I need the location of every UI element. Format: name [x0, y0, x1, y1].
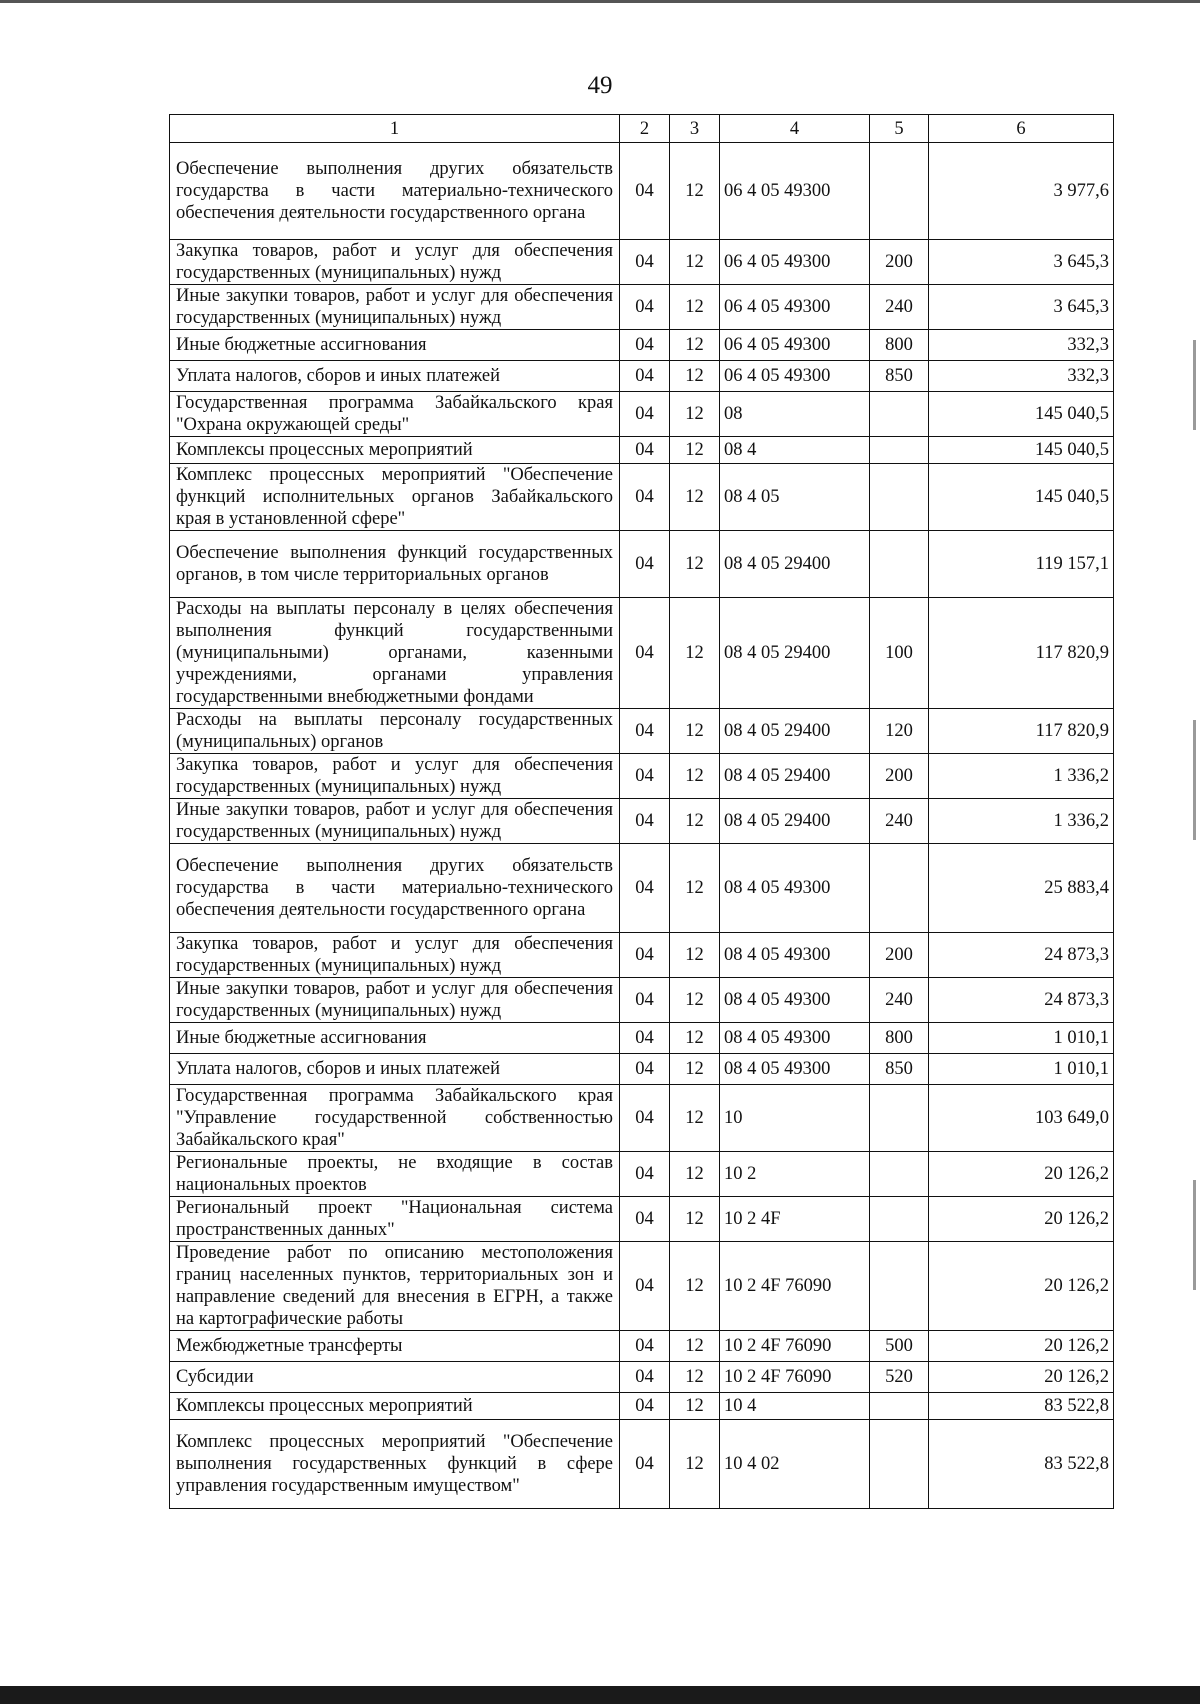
amount-cell: 145 040,5	[929, 437, 1114, 464]
page-number: 49	[587, 72, 613, 99]
target-code-cell: 10 4 02	[720, 1420, 870, 1509]
target-code-cell: 08 4 05 29400	[720, 531, 870, 598]
scan-mark	[1193, 340, 1196, 430]
amount-cell: 20 126,2	[929, 1242, 1114, 1331]
table-row	[170, 392, 1114, 437]
amount-cell: 24 873,3	[929, 933, 1114, 978]
section-cell: 04	[620, 709, 670, 754]
expense-type-cell: 500	[870, 1331, 929, 1362]
header-cell: 3	[670, 115, 720, 143]
amount-cell: 1 010,1	[929, 1054, 1114, 1085]
section-cell: 04	[620, 1197, 670, 1242]
table-row	[170, 464, 1114, 531]
table-row	[170, 1420, 1114, 1509]
subsection-cell: 12	[670, 754, 720, 799]
subsection-cell: 12	[670, 1152, 720, 1197]
table-row	[170, 330, 1114, 361]
description-cell: Обеспечение выполнения других обязательств государства в части материально-технического обеспечения деятельности государственного органа	[170, 844, 620, 933]
section-cell: 04	[620, 933, 670, 978]
expense-type-cell: 200	[870, 933, 929, 978]
target-code-cell: 10 2 4F 76090	[720, 1362, 870, 1393]
amount-cell: 20 126,2	[929, 1362, 1114, 1393]
section-cell: 04	[620, 464, 670, 531]
subsection-cell: 12	[670, 143, 720, 240]
subsection-cell: 12	[670, 799, 720, 844]
subsection-cell: 12	[670, 844, 720, 933]
description-cell: Субсидии	[170, 1362, 620, 1393]
section-cell: 04	[620, 1420, 670, 1509]
amount-cell: 117 820,9	[929, 709, 1114, 754]
subsection-cell: 12	[670, 598, 720, 709]
target-code-cell: 08 4 05 49300	[720, 978, 870, 1023]
section-cell: 04	[620, 1362, 670, 1393]
amount-cell: 332,3	[929, 330, 1114, 361]
expense-type-cell	[870, 531, 929, 598]
amount-cell: 3 977,6	[929, 143, 1114, 240]
expense-type-cell: 120	[870, 709, 929, 754]
amount-cell: 117 820,9	[929, 598, 1114, 709]
expense-type-cell	[870, 844, 929, 933]
description-cell: Уплата налогов, сборов и иных платежей	[170, 1054, 620, 1085]
expense-type-cell: 800	[870, 1023, 929, 1054]
expense-type-cell: 240	[870, 285, 929, 330]
scan-edge-bottom	[0, 1686, 1200, 1704]
expense-type-cell: 800	[870, 330, 929, 361]
description-cell: Комплексы процессных мероприятий	[170, 1393, 620, 1420]
table-row	[170, 1331, 1114, 1362]
description-cell: Государственная программа Забайкальского края "Управление государственной собственностью Забайкальского края"	[170, 1085, 620, 1152]
subsection-cell: 12	[670, 933, 720, 978]
header-cell: 4	[720, 115, 870, 143]
target-code-cell: 10 2	[720, 1152, 870, 1197]
subsection-cell: 12	[670, 464, 720, 531]
subsection-cell: 12	[670, 1054, 720, 1085]
description-cell: Уплата налогов, сборов и иных платежей	[170, 361, 620, 392]
subsection-cell: 12	[670, 1362, 720, 1393]
section-cell: 04	[620, 1331, 670, 1362]
subsection-cell: 12	[670, 1085, 720, 1152]
target-code-cell: 08 4 05 49300	[720, 844, 870, 933]
amount-cell: 20 126,2	[929, 1152, 1114, 1197]
expense-type-cell	[870, 437, 929, 464]
amount-cell: 20 126,2	[929, 1197, 1114, 1242]
expense-type-cell: 240	[870, 799, 929, 844]
target-code-cell: 08 4 05 29400	[720, 799, 870, 844]
target-code-cell: 06 4 05 49300	[720, 285, 870, 330]
description-cell: Расходы на выплаты персоналу в целях обеспечения выполнения функций государственными (муниципальными) органами, казенными учреждениями, органами управления государственными внебюджетными фондами	[170, 598, 620, 709]
description-cell: Обеспечение выполнения функций государственных органов, в том числе территориальных органов	[170, 531, 620, 598]
subsection-cell: 12	[670, 392, 720, 437]
section-cell: 04	[620, 437, 670, 464]
section-cell: 04	[620, 361, 670, 392]
section-cell: 04	[620, 1054, 670, 1085]
expense-type-cell: 240	[870, 978, 929, 1023]
amount-cell: 119 157,1	[929, 531, 1114, 598]
description-cell: Региональные проекты, не входящие в состав национальных проектов	[170, 1152, 620, 1197]
amount-cell: 103 649,0	[929, 1085, 1114, 1152]
target-code-cell: 10	[720, 1085, 870, 1152]
description-cell: Закупка товаров, работ и услуг для обеспечения государственных (муниципальных) нужд	[170, 933, 620, 978]
budget-table-body	[170, 115, 1114, 1509]
header-cell: 2	[620, 115, 670, 143]
table-row	[170, 1362, 1114, 1393]
expense-type-cell	[870, 1242, 929, 1331]
section-cell: 04	[620, 1085, 670, 1152]
amount-cell: 145 040,5	[929, 392, 1114, 437]
subsection-cell: 12	[670, 1242, 720, 1331]
table-row	[170, 531, 1114, 598]
amount-cell: 3 645,3	[929, 285, 1114, 330]
table-row	[170, 978, 1114, 1023]
target-code-cell: 06 4 05 49300	[720, 143, 870, 240]
target-code-cell: 10 2 4F 76090	[720, 1331, 870, 1362]
target-code-cell: 08 4 05	[720, 464, 870, 531]
section-cell: 04	[620, 285, 670, 330]
table-row	[170, 1197, 1114, 1242]
subsection-cell: 12	[670, 1393, 720, 1420]
section-cell: 04	[620, 978, 670, 1023]
table-row	[170, 933, 1114, 978]
expense-type-cell	[870, 1085, 929, 1152]
table-row	[170, 143, 1114, 240]
subsection-cell: 12	[670, 709, 720, 754]
expense-type-cell: 200	[870, 240, 929, 285]
expense-type-cell	[870, 143, 929, 240]
description-cell: Региональный проект "Национальная система пространственных данных"	[170, 1197, 620, 1242]
budget-table	[169, 114, 1114, 1509]
table-row	[170, 1085, 1114, 1152]
target-code-cell: 06 4 05 49300	[720, 240, 870, 285]
subsection-cell: 12	[670, 531, 720, 598]
amount-cell: 20 126,2	[929, 1331, 1114, 1362]
subsection-cell: 12	[670, 1197, 720, 1242]
header-cell: 1	[170, 115, 620, 143]
description-cell: Проведение работ по описанию местоположения границ населенных пунктов, территориальных зон и направление сведений для внесения в ЕГРН, а также на картографические работы	[170, 1242, 620, 1331]
target-code-cell: 10 2 4F 76090	[720, 1242, 870, 1331]
description-cell: Иные бюджетные ассигнования	[170, 1023, 620, 1054]
description-cell: Иные закупки товаров, работ и услуг для обеспечения государственных (муниципальных) нужд	[170, 285, 620, 330]
target-code-cell: 06 4 05 49300	[720, 361, 870, 392]
subsection-cell: 12	[670, 361, 720, 392]
section-cell: 04	[620, 754, 670, 799]
header-cell: 5	[870, 115, 929, 143]
amount-cell: 83 522,8	[929, 1420, 1114, 1509]
target-code-cell: 08 4 05 29400	[720, 709, 870, 754]
description-cell: Комплексы процессных мероприятий	[170, 437, 620, 464]
scan-mark	[1193, 1180, 1196, 1290]
section-cell: 04	[620, 1152, 670, 1197]
amount-cell: 25 883,4	[929, 844, 1114, 933]
target-code-cell: 06 4 05 49300	[720, 330, 870, 361]
amount-cell: 24 873,3	[929, 978, 1114, 1023]
scan-mark	[1193, 720, 1196, 840]
table-row	[170, 437, 1114, 464]
description-cell: Иные закупки товаров, работ и услуг для обеспечения государственных (муниципальных) нужд	[170, 978, 620, 1023]
description-cell: Иные закупки товаров, работ и услуг для обеспечения государственных (муниципальных) нужд	[170, 799, 620, 844]
section-cell: 04	[620, 1393, 670, 1420]
table-row	[170, 754, 1114, 799]
subsection-cell: 12	[670, 978, 720, 1023]
section-cell: 04	[620, 143, 670, 240]
subsection-cell: 12	[670, 1331, 720, 1362]
expense-type-cell: 100	[870, 598, 929, 709]
amount-cell: 1 336,2	[929, 799, 1114, 844]
section-cell: 04	[620, 240, 670, 285]
table-row	[170, 709, 1114, 754]
description-cell: Закупка товаров, работ и услуг для обеспечения государственных (муниципальных) нужд	[170, 754, 620, 799]
description-cell: Государственная программа Забайкальского края "Охрана окружающей среды"	[170, 392, 620, 437]
expense-type-cell	[870, 392, 929, 437]
description-cell: Межбюджетные трансферты	[170, 1331, 620, 1362]
table-row	[170, 1023, 1114, 1054]
expense-type-cell	[870, 1393, 929, 1420]
section-cell: 04	[620, 392, 670, 437]
amount-cell: 1 010,1	[929, 1023, 1114, 1054]
expense-type-cell	[870, 1420, 929, 1509]
header-row	[170, 115, 1114, 143]
table-row	[170, 1152, 1114, 1197]
table-row	[170, 361, 1114, 392]
target-code-cell: 10 2 4F	[720, 1197, 870, 1242]
table-row	[170, 844, 1114, 933]
target-code-cell: 08 4 05 49300	[720, 1023, 870, 1054]
target-code-cell: 08 4 05 29400	[720, 598, 870, 709]
table-row	[170, 1054, 1114, 1085]
expense-type-cell: 200	[870, 754, 929, 799]
target-code-cell: 08	[720, 392, 870, 437]
amount-cell: 145 040,5	[929, 464, 1114, 531]
subsection-cell: 12	[670, 1420, 720, 1509]
section-cell: 04	[620, 330, 670, 361]
target-code-cell: 08 4	[720, 437, 870, 464]
subsection-cell: 12	[670, 437, 720, 464]
table-row	[170, 1242, 1114, 1331]
amount-cell: 332,3	[929, 361, 1114, 392]
section-cell: 04	[620, 598, 670, 709]
expense-type-cell: 850	[870, 1054, 929, 1085]
description-cell: Комплекс процессных мероприятий "Обеспечение функций исполнительных органов Забайкальского края в установленной сфере"	[170, 464, 620, 531]
amount-cell: 83 522,8	[929, 1393, 1114, 1420]
section-cell: 04	[620, 531, 670, 598]
table-row	[170, 799, 1114, 844]
section-cell: 04	[620, 799, 670, 844]
target-code-cell: 08 4 05 49300	[720, 1054, 870, 1085]
target-code-cell: 10 4	[720, 1393, 870, 1420]
section-cell: 04	[620, 844, 670, 933]
subsection-cell: 12	[670, 1023, 720, 1054]
header-cell: 6	[929, 115, 1114, 143]
subsection-cell: 12	[670, 330, 720, 361]
expense-type-cell	[870, 464, 929, 531]
description-cell: Комплекс процессных мероприятий "Обеспечение выполнения государственных функций в сфере управления государственным имуществом"	[170, 1420, 620, 1509]
target-code-cell: 08 4 05 29400	[720, 754, 870, 799]
description-cell: Иные бюджетные ассигнования	[170, 330, 620, 361]
expense-type-cell: 850	[870, 361, 929, 392]
table-row	[170, 240, 1114, 285]
table-row	[170, 285, 1114, 330]
section-cell: 04	[620, 1242, 670, 1331]
subsection-cell: 12	[670, 285, 720, 330]
table-row	[170, 598, 1114, 709]
amount-cell: 1 336,2	[929, 754, 1114, 799]
description-cell: Обеспечение выполнения других обязательств государства в части материально-технического обеспечения деятельности государственного органа	[170, 143, 620, 240]
expense-type-cell: 520	[870, 1362, 929, 1393]
table-row	[170, 1393, 1114, 1420]
description-cell: Закупка товаров, работ и услуг для обеспечения государственных (муниципальных) нужд	[170, 240, 620, 285]
expense-type-cell	[870, 1197, 929, 1242]
amount-cell: 3 645,3	[929, 240, 1114, 285]
scan-edge-top	[0, 0, 1200, 3]
description-cell: Расходы на выплаты персоналу государственных (муниципальных) органов	[170, 709, 620, 754]
target-code-cell: 08 4 05 49300	[720, 933, 870, 978]
section-cell: 04	[620, 1023, 670, 1054]
subsection-cell: 12	[670, 240, 720, 285]
expense-type-cell	[870, 1152, 929, 1197]
